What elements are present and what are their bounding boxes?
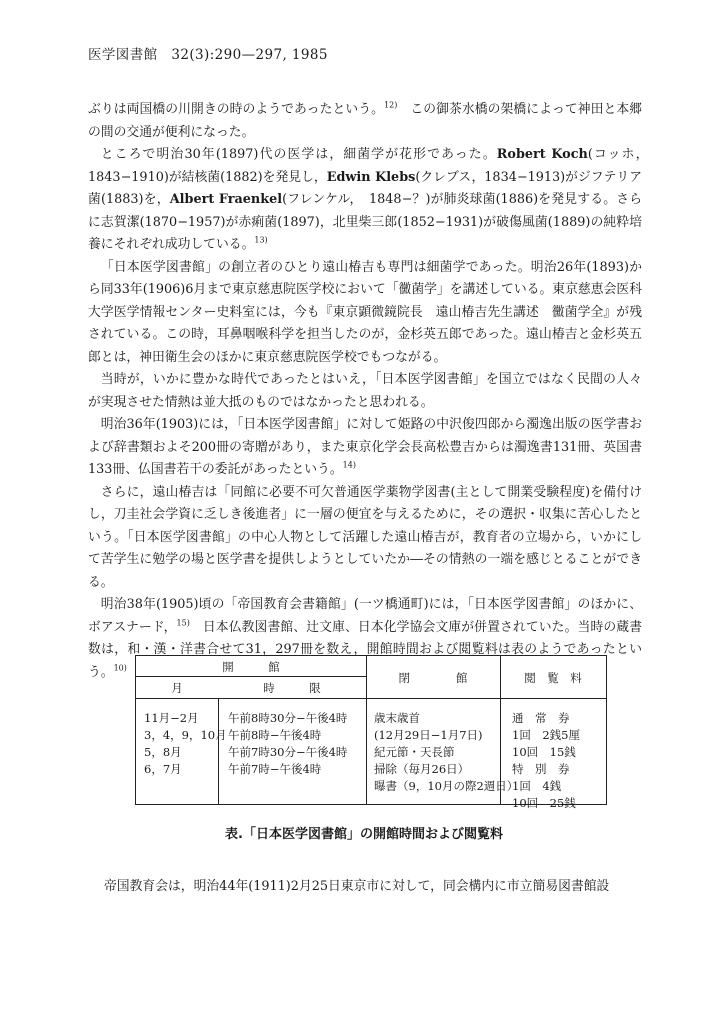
closed-column — [374, 710, 518, 795]
fee-cell: 10回 25銭 — [512, 796, 576, 810]
month-cell: 5，8月 — [144, 745, 182, 759]
closed-cell: (12月29日−1月7日) — [374, 728, 483, 742]
table-rule-open-sub — [136, 676, 366, 677]
fee-cell: 1回 4銭 — [512, 779, 562, 793]
fees-column — [512, 710, 580, 812]
time-cell: 午前8時−午後4時 — [228, 728, 322, 742]
journal-citation-header: 医学図書館 32(3):290—297, 1985 — [88, 47, 328, 63]
p7-b: 日本仏教図書館、辻文庫、日本化学協会文庫が併置されていた。当時の蔵書数は，和・漢・洋書合せて31，297冊を数え，開館時間および閲覧料は表のようであったという。 — [88, 619, 642, 680]
fee-cell: 10回 15銭 — [512, 745, 576, 759]
fee-cell: 1回 2銭5厘 — [512, 728, 580, 742]
name-fraenkel: Albert Fraenkel — [169, 192, 283, 207]
time-cell: 午前8時30分−午後4時 — [228, 711, 348, 725]
fee-cell: 通 常 券 — [512, 711, 570, 725]
closed-cell: 歳末歳首 — [374, 711, 420, 725]
closed-cell: 紀元節・天長節 — [374, 745, 455, 759]
p2-b: (コッホ， 1843−1910)が結核菌(1882)を発見し， — [88, 147, 655, 185]
p1-text-2: この御茶水橋の架橋によって神田と本郷の間の交通が便利になった。 — [88, 102, 643, 140]
paragraph-1 — [88, 99, 642, 144]
time-header: 時 限 — [263, 681, 321, 695]
month-header: 月 — [171, 681, 183, 695]
paragraph-3: 「日本医学図書館」の創立者のひとり遠山椿吉も専門は細菌学であった。明治26年(1893)から同33年(1906)6月まで東京慈恵院医学校において「黴菌学」を講述している。東京慈恵会医科大学医学情報センター史料室には，今も『東京顕微鏡院長 遠山椿吉先生講述 黴菌学全』が残されている。この時，耳鼻咽喉科学を担当したのが，金杉英五郎であった。遠山椿吉と金杉英五郎とは，神田衛生会のほかに東京慈恵院医学校でもつながる。 — [88, 259, 642, 365]
p7-a: 明治38年(1905)頃の「帝国教育会書籍館」(一ツ橋通町)には，「日本医学図書館」のほかに、ボアスナード， — [88, 597, 642, 635]
times-column — [228, 710, 347, 778]
paragraph-6: さらに，遠山椿吉は「同館に必要不可欠普通医学薬物学図書(主として開業受験程度)を備付けし，刀圭社会学資に乏しき後進者」に一層の便宜を与えるために，その選択・収集に苦心したという。「日本医学図書館」の中心人物として活躍した遠山椿吉が，教育者の立場から，いかにして苦学生に勉学の場と医学書を提供しようとしていたか―その情熱の一端を感じとることができる。 — [88, 484, 642, 590]
month-cell: 11月−2月 — [144, 711, 199, 725]
name-koch: Robert Koch — [496, 147, 588, 162]
closed-cell: 曝書（9，10月の際2週日） — [374, 779, 519, 793]
continued-paragraph: 帝国教育会は，明治44年(1911)2月25日東京市に対して，同会構内に市立簡易図書館設 — [104, 879, 610, 894]
fee-cell: 特 別 券 — [512, 762, 570, 776]
footnote-ref-10: 10) — [113, 663, 127, 673]
p2-c: (クレブス，1834−1913)がジフテリア菌(1883)を， — [88, 169, 642, 207]
footnote-ref-12: 12) — [384, 100, 398, 110]
month-cell: 6，7月 — [144, 762, 182, 776]
months-column — [144, 710, 227, 778]
footnote-ref-13: 13) — [254, 235, 268, 245]
footnote-ref-15: 15) — [176, 618, 190, 628]
footnote-ref-14: 14) — [342, 460, 356, 470]
p2-d: (フレンケル， 1848−？)が肺炎球菌(1886)を発見する。さらに志賀潔(1870−1957)が赤痢菌(1897)，北里柴三郎(1852−1931)が破傷風菌(1889)の純粋培養にそれぞれ成功している。 — [88, 192, 642, 252]
paragraph-4: 当時が，いかに豊かな時代であったとはいえ，「日本医学図書館」を国立ではなく民間の人々が実現させた情熱は並大抵のものではなかったと思われる。 — [88, 372, 642, 410]
closed-header: 閉 館 — [398, 671, 468, 685]
p2-a: ところで明治30年(1897)代の医学は，細菌学が花形であった。 — [100, 147, 497, 162]
p1-text: ぶりは両国橋の川開きの時のようであったという。 — [88, 102, 385, 117]
p5-text: 明治36年(1903)には，「日本医学図書館」に対して姫路の中沢俊四郎から濁逸出版の医学書および辞書類およそ200冊の寄贈があり，また東京化学会長高松豊吉からは濁逸書131冊、英国書133冊、仏国書若干の委託があったという。 — [88, 417, 642, 477]
open-header: 開 館 — [222, 660, 280, 674]
table-rule-header — [136, 698, 606, 699]
closed-cell: 掃除（毎月26日） — [374, 762, 470, 776]
name-klebs: Edwin Klebs — [326, 169, 416, 185]
fee-header: 閲 覧 料 — [524, 671, 582, 685]
month-cell: 3，4，9，10月 — [144, 728, 227, 742]
paragraph-5 — [88, 414, 642, 482]
time-cell: 午前7時−午後4時 — [228, 762, 322, 776]
time-cell: 午前7時30分−午後4時 — [228, 745, 348, 759]
table-caption: 表.「日本医学図書館」の開館時間および閲覧料 — [225, 827, 503, 842]
article-body — [88, 99, 655, 684]
paragraph-2 — [88, 144, 655, 257]
hours-fees-table — [135, 655, 607, 810]
